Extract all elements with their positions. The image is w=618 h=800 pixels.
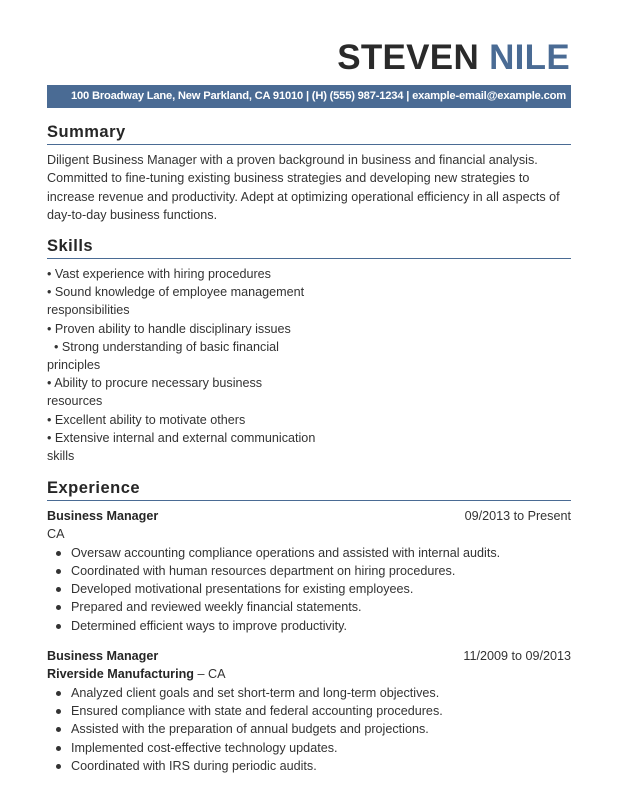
skill-item: • Sound knowledge of employee management responsibilities	[47, 285, 305, 318]
skill-item: • Proven ability to handle disciplinary issues	[47, 321, 291, 336]
section-title-experience: Experience	[47, 478, 571, 501]
skill-item: • Ability to procure necessary business resources	[47, 376, 263, 409]
candidate-name	[337, 38, 570, 78]
skill-item: • Excellent ability to motivate others	[47, 412, 246, 427]
first-name: STEVEN	[337, 38, 480, 77]
section-title-summary: Summary	[47, 122, 571, 145]
company-name: Riverside Manufacturing	[47, 667, 194, 682]
job-dates: 11/2009 to 09/2013	[463, 649, 571, 664]
job-title: Business Manager	[47, 509, 159, 523]
job-bullet: Implemented cost-effective technology updates.	[71, 739, 571, 757]
experience-section	[47, 478, 571, 775]
skills-list	[47, 265, 317, 465]
summary-section	[47, 122, 571, 224]
job-bullets	[47, 684, 571, 775]
job-bullet: Assisted with the preparation of annual budgets and projections.	[71, 720, 571, 738]
last-name: NILE	[489, 38, 570, 77]
job-title: Business Manager	[47, 649, 159, 664]
job-bullet: Prepared and reviewed weekly financial statements.	[71, 598, 571, 616]
job-entry	[47, 647, 571, 775]
job-bullet: Analyzed client goals and set short-term and long-term objectives.	[71, 684, 571, 702]
job-bullet: Coordinated with human resources department on hiring procedures.	[71, 562, 571, 580]
section-title-skills: Skills	[47, 236, 571, 259]
skills-section	[47, 236, 571, 465]
location: – CA	[193, 667, 226, 682]
job-bullet: Developed motivational presentations for existing employees.	[71, 580, 571, 598]
job-bullets	[47, 544, 571, 635]
skill-item: • Strong understanding of basic financial principles	[47, 339, 283, 373]
job-entry	[47, 507, 571, 635]
contact-bar: 100 Broadway Lane, New Parkland, CA 91010 | (H) (555) 987-1234 | example-email@example.com	[47, 85, 571, 108]
skill-item: • Extensive internal and external communication skills	[47, 430, 316, 464]
skill-item: • Vast experience with hiring procedures	[47, 267, 271, 281]
job-dates: 09/2013 to Present	[464, 509, 571, 523]
job-bullet: Determined efficient ways to improve productivity.	[71, 617, 571, 635]
job-bullet: Oversaw accounting compliance operations and assisted with internal audits.	[71, 544, 571, 562]
location: CA	[47, 527, 65, 542]
job-bullet: Ensured compliance with state and federal accounting procedures.	[71, 702, 571, 720]
job-location	[47, 665, 571, 683]
job-bullet: Coordinated with IRS during periodic audits.	[71, 757, 571, 775]
summary-text: Diligent Business Manager with a proven background in business and financial analysis. Committed to fine-tuning existing business strategies and developing new strategies to increase revenue and productivity. Adept at optimizing operational efficiency in all aspects of day-to-day business functions.	[47, 153, 560, 222]
job-location	[47, 525, 571, 543]
